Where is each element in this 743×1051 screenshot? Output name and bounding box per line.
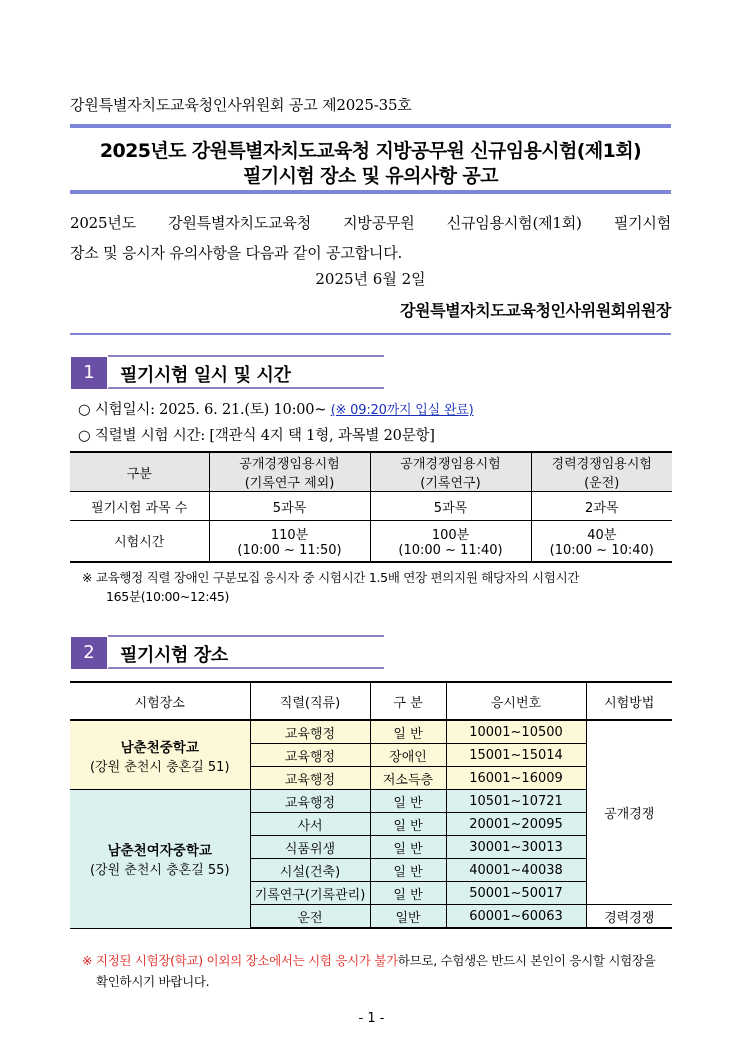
- table-cell: 필기시험 과목 수: [70, 492, 209, 521]
- venue-warning-note: [82, 950, 672, 992]
- exam-venue-table: [70, 681, 672, 929]
- venue-warning-line1: [82, 950, 672, 971]
- table-cell: 일 반: [370, 720, 446, 744]
- table-cell: 60001~60063: [446, 905, 586, 929]
- table-header-cell: [70, 452, 209, 492]
- table-cell: 일 반: [370, 813, 446, 836]
- exam-duration-note: ○ 직렬별 시험 시간: [객관식 4지 택 1형, 과목별 20문항]: [78, 428, 435, 444]
- section1-line-bottom: [108, 387, 384, 389]
- method-cell: 경력경쟁: [586, 905, 672, 929]
- table-row: [70, 790, 672, 813]
- cell-line: (운전): [584, 476, 620, 491]
- table-cell: 5과목: [370, 492, 531, 521]
- venue-name: 남춘천여자중학교: [107, 843, 212, 860]
- venue-warning-rest: 하므로, 수험생은 반드시 본인이 응시할 시험장을: [397, 953, 656, 968]
- venue-cell-2: [70, 790, 250, 929]
- table-cell: 일 반: [370, 836, 446, 859]
- intro-line2: 장소 및 응시자 유의사항을 다음과 같이 공고합니다.: [70, 244, 403, 262]
- table-row: [70, 521, 672, 562]
- table-cell: 교육행정: [250, 790, 370, 813]
- section2-title: 필기시험 장소: [120, 645, 228, 666]
- venue-warning-line2: 확인하시기 바랍니다.: [96, 974, 210, 989]
- notice-number: 강원특별자치도교육청인사위원회 공고 제2025-35호: [70, 96, 412, 114]
- section1-number: 1: [71, 357, 107, 389]
- table-cell: 일 반: [370, 859, 446, 882]
- table-header-cell: 시험장소: [70, 682, 250, 720]
- extended-time-note: [82, 568, 672, 606]
- section1-title: 필기시험 일시 및 시간: [120, 365, 291, 386]
- venue-address: (강원 춘천시 충혼길 51): [89, 759, 230, 775]
- table-cell: 15001~15014: [446, 744, 586, 767]
- table-header-cell: [209, 452, 370, 492]
- venue-address: (강원 춘천시 충혼길 55): [89, 863, 230, 879]
- cell-line: (10:00 ~ 10:40): [549, 542, 654, 558]
- table-cell: 장애인: [370, 744, 446, 767]
- section2-line-bottom: [108, 667, 384, 669]
- page-title-line2: 필기시험 장소 및 유의사항 공고: [243, 165, 498, 187]
- table-cell: 16001~16009: [446, 767, 586, 790]
- issuer: 강원특별자치도교육청인사위원회위원장: [399, 301, 671, 320]
- venue-cell-1: [70, 720, 250, 790]
- table-cell: 2과목: [531, 492, 672, 521]
- section1-line-top: [108, 355, 384, 357]
- venue-name: 남춘천중학교: [120, 739, 199, 756]
- table-header-cell: 직렬(직류): [250, 682, 370, 720]
- table-cell: [370, 521, 531, 562]
- table-cell: 교육행정: [250, 744, 370, 767]
- cell-line: (10:00 ~ 11:50): [237, 542, 342, 558]
- cell-line: 경력경쟁임용시험: [551, 457, 652, 472]
- table-cell: 교육행정: [250, 720, 370, 744]
- cell-line: 110분: [270, 527, 309, 543]
- table-cell: [209, 521, 370, 562]
- page-number: - 1 -: [358, 1011, 385, 1026]
- table-cell: 5과목: [209, 492, 370, 521]
- section2-line-top: [108, 635, 384, 637]
- page-title-line1: 2025년도 강원특별자치도교육청 지방공무원 신규임용시험(제1회): [99, 140, 642, 162]
- table-cell: 30001~30013: [446, 836, 586, 859]
- cell-line: 40분: [587, 527, 617, 543]
- table-cell: 일반: [370, 905, 446, 929]
- cell-line: (기록연구): [420, 476, 481, 491]
- cell-line: (10:00 ~ 11:40): [398, 542, 503, 558]
- cell-line: 공개경쟁임용시험: [239, 457, 340, 472]
- table-cell: 운전: [250, 905, 370, 929]
- title-top-rule: [70, 124, 671, 128]
- extended-time-note-line2: 165분(10:00~12:45): [106, 589, 230, 604]
- entry-deadline: (※ 09:20까지 입실 완료): [330, 403, 474, 418]
- cell-line: 구분: [126, 466, 152, 482]
- table-header-cell: 시험방법: [586, 682, 672, 720]
- table-cell: 기록연구(기록관리): [250, 882, 370, 905]
- table-cell: 10501~10721: [446, 790, 586, 813]
- cell-line: 100분: [431, 527, 470, 543]
- title-bottom-rule: [70, 190, 671, 194]
- table-cell: 시설(건축): [250, 859, 370, 882]
- table-cell: 일 반: [370, 882, 446, 905]
- table-cell: [531, 521, 672, 562]
- table-cell: 저소득층: [370, 767, 446, 790]
- table-row: [70, 720, 672, 744]
- method-cell: 공개경쟁: [586, 720, 672, 905]
- exam-datetime: [78, 398, 474, 419]
- cell-line: (기록연구 제외): [244, 476, 335, 491]
- table-cell: 10001~10500: [446, 720, 586, 744]
- intro-rule: [70, 333, 671, 335]
- table-header-cell: [531, 452, 672, 492]
- table-row: [70, 492, 672, 521]
- table-header-cell: 구 분: [370, 682, 446, 720]
- table-cell: 사서: [250, 813, 370, 836]
- table-cell: 50001~50017: [446, 882, 586, 905]
- extended-time-note-line1: ※ 교육행정 직렬 장애인 구분모집 응시자 중 시험시간 1.5배 연장 편의지원 해당자의 시험시간: [82, 570, 580, 585]
- table-header-cell: 응시번호: [446, 682, 586, 720]
- table-cell: 20001~20095: [446, 813, 586, 836]
- intro-line1: 2025년도 강원특별자치도교육청 지방공무원 신규임용시험(제1회) 필기시험: [70, 214, 671, 232]
- cell-line: 공개경쟁임용시험: [400, 457, 501, 472]
- table-cell: 40001~40038: [446, 859, 586, 882]
- exam-datetime-text: ○ 시험일시: 2025. 6. 21.(토) 10:00~: [78, 402, 331, 418]
- table-cell: 식품위생: [250, 836, 370, 859]
- table-cell: 교육행정: [250, 767, 370, 790]
- table-header-cell: [370, 452, 531, 492]
- table-cell: 시험시간: [70, 521, 209, 562]
- notice-date: 2025년 6월 2일: [315, 270, 426, 288]
- section2-number: 2: [71, 637, 107, 669]
- exam-time-table: [70, 451, 672, 563]
- table-cell: 일 반: [370, 790, 446, 813]
- venue-warning-red: ※ 지정된 시험장(학교) 이외의 장소에서는 시험 응시가 불가: [82, 953, 398, 968]
